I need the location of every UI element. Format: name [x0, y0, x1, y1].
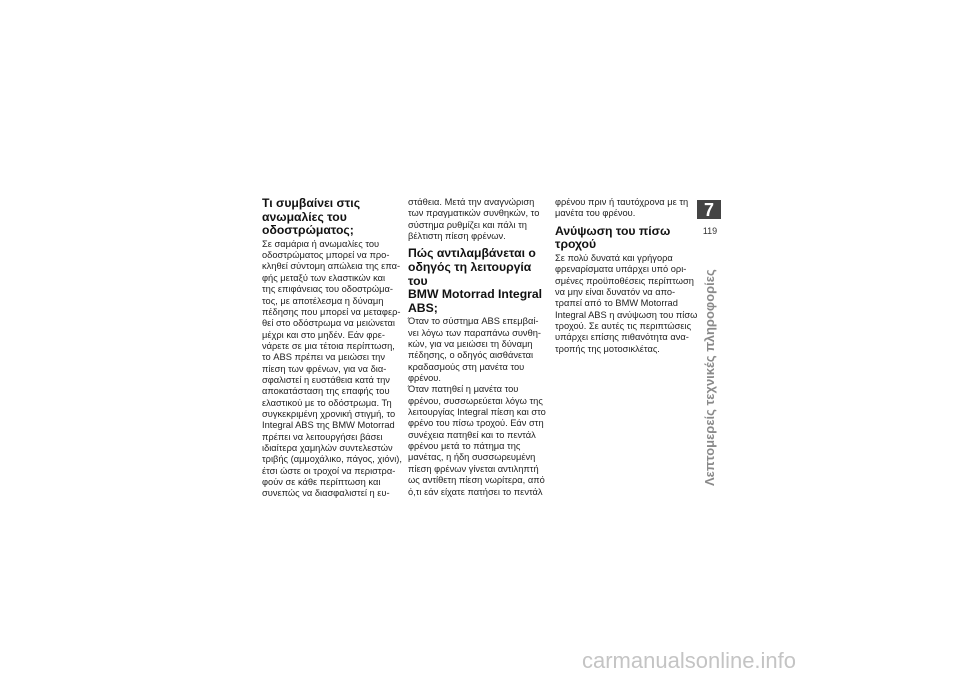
text-line: φρένου. — [408, 373, 441, 384]
text-line: πέδησης, ο οδηγός αισθάνεται — [408, 350, 534, 361]
text-line: Σε πολύ δυνατά και γρήγορα — [555, 252, 673, 263]
text-line: πίεση φρένων γίνεται αντιληπτή — [408, 463, 539, 474]
text-line: ως αντίθετη πίεση νωρίτερα, από — [408, 475, 545, 486]
heading-line: Ανύψωση του πίσω — [555, 223, 671, 238]
text-line: φής μεταξύ των ελαστικών και — [262, 272, 386, 283]
text-line: μανέτα του φρένου. — [555, 208, 636, 219]
text-line: φρεναρίσματα υπάρχει υπό ορι- — [555, 264, 687, 275]
heading-line: Τι συμβαίνει στις — [262, 196, 361, 210]
text-line: κών, για να μειώσει τη δύναμη — [408, 339, 533, 350]
text-line: πρέπει να λειτουργήσει βάσει — [262, 431, 383, 442]
heading-line: ανωμαλίες του — [262, 209, 347, 224]
text-line: φρένο του πίσω τροχού. Εάν στη — [408, 418, 544, 429]
paragraph-uneven-road — [262, 239, 408, 500]
text-line: στάθεια. Μετά την αναγνώριση — [408, 197, 535, 207]
heading-rear-wheel-lift — [555, 225, 701, 252]
text-line: φρένου πριν ή ταυτόχρονα με τη — [555, 197, 689, 207]
paragraph-rear-wheel-lift — [555, 253, 701, 355]
paragraph-abs-perception — [408, 316, 554, 498]
text-line: της επιφάνειας του οδοστρώμα- — [262, 284, 393, 295]
text-line: Integral ABS της BMW Motorrad — [262, 420, 395, 431]
heading-line: οδοστρώματος; — [262, 223, 354, 238]
text-line: σύστημα ρυθμίζει και πάλι τη — [408, 219, 527, 230]
heading-abs-perception — [408, 247, 554, 315]
text-line: Σε σαμάρια ή ανωμαλίες του — [262, 238, 380, 249]
text-line: φούν σε κάθε περίπτωση και — [262, 477, 381, 487]
heading-line: τροχού — [555, 237, 597, 252]
chapter-number-badge: 7 — [697, 200, 721, 219]
text-line: πίεση των φρένων, για να δια- — [262, 363, 387, 374]
text-line: θεί στο οδόστρωμα να μειώνεται — [262, 318, 395, 329]
text-line: τριβής (αμμοχάλικο, πάγος, χιόνι), — [262, 454, 402, 465]
column-3 — [555, 197, 701, 355]
text-line: φρένου μετά το πάτημα της — [408, 441, 521, 452]
text-line: τροπής της μοτοσικλέτας. — [555, 343, 660, 354]
text-line: έτσι ώστε οι τροχοί να περιστρα- — [262, 465, 396, 476]
heading-line: Πώς αντιλαμβάνεται ο — [408, 246, 536, 261]
heading-line: ABS; — [408, 300, 438, 315]
text-line: το ABS πρέπει να μειώσει την — [262, 352, 385, 363]
text-line: σφαλιστεί η ευστάθεια κατά την — [262, 374, 390, 385]
text-line: μανέτας, η ήδη συσσωρευμένη — [408, 452, 536, 463]
chapter-side-title: Λεπτομερείς τεχνικές πληροφορίες — [702, 269, 717, 486]
text-line: φρένου, συσσωρεύεται λόγω της — [408, 395, 543, 406]
text-line: κραδασμούς στη μανέτα του — [408, 361, 525, 372]
text-line: τροχού. Σε αυτές τις περιπτώσεις — [555, 320, 692, 331]
text-line: Integral ABS η ανύψωση του πίσω — [555, 309, 698, 320]
text-line: ιδιαίτερα χαμηλών συντελεστών — [262, 442, 393, 453]
text-line: να μην είναι δυνατόν να απο- — [555, 286, 676, 297]
text-line: νει λόγω των παραπάνω συνθη- — [408, 327, 542, 338]
text-line: των πραγματικών συνθηκών, το — [408, 208, 540, 219]
text-line: αποκατάσταση της επαφής του — [262, 386, 390, 397]
text-line: Όταν το σύστημα ABS επεμβαί- — [408, 316, 539, 327]
text-line: σμένες προϋποθέσεις περίπτωση — [555, 275, 694, 286]
text-line: τος, με αποτέλεσμα η δύναμη — [262, 295, 384, 306]
page-number: 119 — [702, 226, 718, 236]
text-line: ό,τι εάν είχατε πατήσει το πεντάλ — [408, 486, 543, 497]
text-line: συγκεκριμένη χρονική στιγμή, το — [262, 408, 396, 419]
paragraph-continuation — [555, 197, 701, 220]
text-line: υπάρχει επίσης πιθανότητα ανα- — [555, 332, 689, 343]
text-line: μέχρι και στο μηδέν. Εάν φρε- — [262, 329, 385, 340]
text-line: λειτουργίας Integral πίεση και στο — [408, 407, 546, 418]
text-line: τραπεί από το BMW Motorrad — [555, 298, 678, 309]
watermark: carmanualsonline.info — [582, 648, 797, 673]
text-line: βέλτιστη πίεση φρένων. — [408, 231, 506, 242]
text-line: πέδησης που μπορεί να μεταφερ- — [262, 306, 401, 317]
heading-uneven-road — [262, 197, 408, 238]
text-line: συνεπώς να διασφαλιστεί η ευ- — [262, 488, 390, 499]
heading-line: BMW Motorrad Integral — [408, 287, 543, 302]
column-1 — [262, 197, 408, 500]
column-2 — [408, 197, 554, 498]
text-line: νάρετε σε μια τέτοια περίπτωση, — [262, 340, 395, 351]
paragraph-continuation — [408, 197, 554, 242]
text-line: συνέχεια πατηθεί και το πεντάλ — [408, 429, 536, 440]
text-line: κληθεί σύντομη απώλεια της επα- — [262, 261, 401, 272]
heading-line: οδηγός τη λειτουργία του — [408, 259, 532, 288]
text-line: ελαστικού με το οδόστρωμα. Τη — [262, 397, 392, 408]
text-line: Όταν πατηθεί η μανέτα του — [408, 384, 519, 395]
text-line: οδοστρώματος μπορεί να προ- — [262, 250, 390, 261]
